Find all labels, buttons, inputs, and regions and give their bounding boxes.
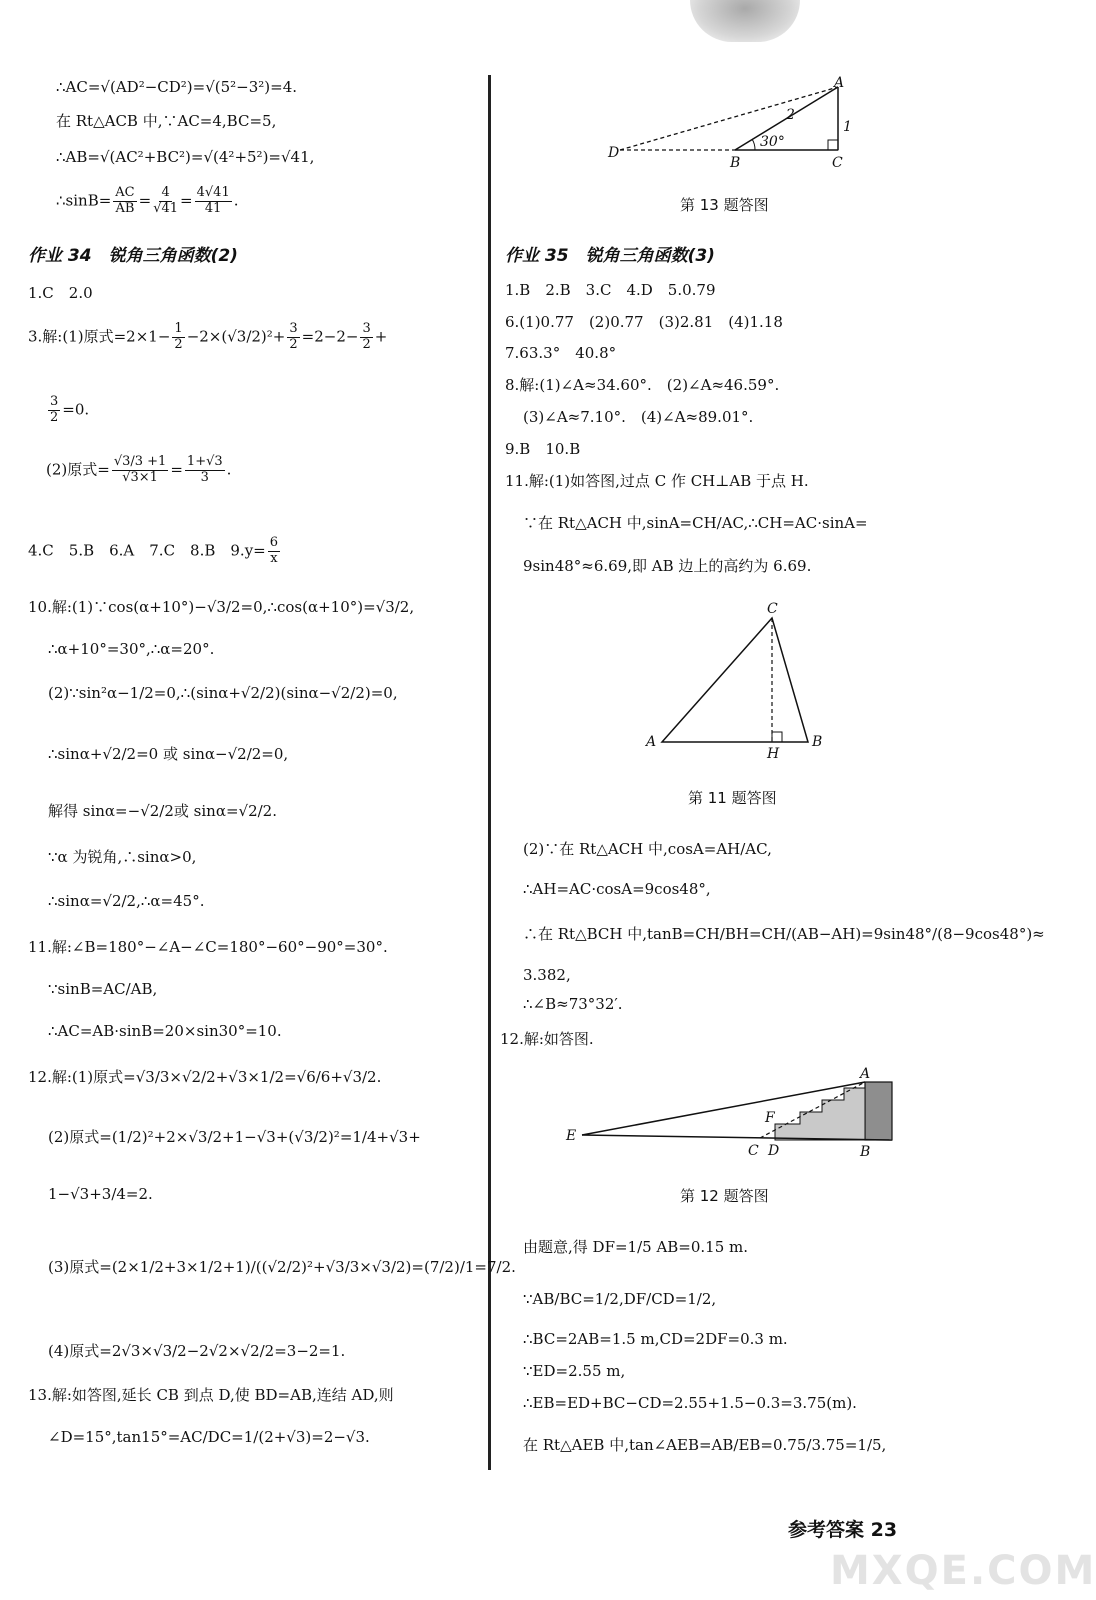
line: (3)原式=(2×1/2+3×1/2+1)/((√2/2)²+√3/3×√3/2)=(7/2)/1=7/2.	[48, 1258, 516, 1276]
fig13-line-DA	[620, 87, 838, 150]
fig12-label-E: E	[566, 1128, 577, 1144]
line: 解得 sinα=−√2/2或 sinα=√2/2.	[48, 802, 277, 820]
line: (2)原式= $\frac{√3/3 +1}{√3\times 1}$ = $\frac{1+√3}{3}$ .	[46, 454, 232, 485]
fig11-label-C: C	[767, 601, 778, 617]
line: 1−√3+3/4=2.	[48, 1185, 153, 1203]
fig13-label-2: 2	[786, 107, 795, 123]
fig11-label-A: A	[646, 734, 657, 750]
line: 11.解:(1)如答图,过点 C 作 CH⊥AB 于点 H.	[505, 472, 809, 490]
line: ∵sinB=AC/AB,	[48, 980, 158, 998]
line: 9sin48°≈6.69,即 AB 边上的高约为 6.69.	[523, 557, 812, 575]
figure-11	[640, 598, 840, 763]
section-heading-34: 作业 34 锐角三角函数(2)	[28, 246, 238, 266]
line: ∵在 Rt△ACH 中,sinA=CH/AC,∴CH=AC·sinA=	[523, 514, 868, 532]
line: ∵α 为锐角,∴sinα>0,	[48, 848, 197, 866]
caption-12: 第 12 题答图	[680, 1187, 769, 1205]
fig13-label-C: C	[832, 155, 843, 171]
header-decoration	[690, 0, 800, 42]
line: 3.382,	[523, 966, 571, 984]
fig13-angle-arc	[752, 139, 755, 150]
figure-12	[560, 1062, 910, 1162]
line: ∴sinB= $\frac{AC}{AB}$ = $\frac{4}{√41}$ = $\frac{4√41}{41}$ .	[56, 185, 239, 216]
fig13-right-angle	[828, 140, 838, 150]
fig13-label-D: D	[608, 145, 620, 161]
footer	[788, 1515, 897, 1542]
line: ∴在 Rt△BCH 中,tanB=CH/BH=CH/(AB−AH)=9sin48°/(8−9cos48°)≈	[523, 925, 1045, 943]
line: ∴sinα=√2/2,∴α=45°.	[48, 892, 205, 910]
fig11-label-H: H	[767, 746, 780, 762]
caption-13: 第 13 题答图	[680, 196, 769, 214]
line: ∴EB=ED+BC−CD=2.55+1.5−0.3=3.75(m).	[523, 1394, 857, 1412]
line: ∴AC=AB·sinB=20×sin30°=10.	[48, 1022, 282, 1040]
watermark: MXQE.COM	[830, 1548, 1096, 1594]
line: 在 Rt△AEB 中,tan∠AEB=AB/EB=0.75/3.75=1/5,	[523, 1436, 887, 1454]
line: (2)∵sin²α−1/2=0,∴(sinα+√2/2)(sinα−√2/2)=0,	[48, 684, 398, 702]
line: ∵ED=2.55 m,	[523, 1362, 626, 1380]
line: ∠D=15°,tan15°=AC/DC=1/(2+√3)=2−√3.	[48, 1428, 370, 1446]
fig13-label-1: 1	[843, 119, 852, 135]
fig13-label-30: 30°	[760, 134, 785, 150]
fig11-label-B: B	[812, 734, 823, 750]
line: 8.解:(1)∠A≈34.60°. (2)∠A≈46.59°.	[505, 376, 780, 394]
line: 12.解:如答图.	[500, 1030, 594, 1048]
line: 9.B 10.B	[505, 440, 581, 458]
fig12-label-D: D	[768, 1143, 780, 1159]
line: ∵AB/BC=1/2,DF/CD=1/2,	[523, 1290, 717, 1308]
line: (2)∵在 Rt△ACH 中,cosA=AH/AC,	[523, 840, 772, 858]
fig13-label-B: B	[730, 155, 741, 171]
fig12-wall	[865, 1082, 892, 1140]
page-number: 23	[870, 1519, 898, 1541]
line: 10.解:(1)∵cos(α+10°)−√3/2=0,∴cos(α+10°)=√3/2,	[28, 598, 415, 616]
line: 在 Rt△ACB 中,∵AC=4,BC=5,	[56, 112, 277, 130]
line: 13.解:如答图,延长 CB 到点 D,使 BD=AB,连结 AD,则	[28, 1386, 394, 1404]
line: (4)原式=2√3×√3/2−2√2×√2/2=3−2=1.	[48, 1342, 346, 1360]
fig12-label-A: A	[860, 1066, 871, 1082]
line: 7.63.3° 40.8°	[505, 344, 617, 362]
line: ∴α+10°=30°,∴α=20°.	[48, 640, 215, 658]
line: ∴AB=√(AC²+BC²)=√(4²+5²)=√41,	[56, 148, 315, 166]
line: ∴sinα+√2/2=0 或 sinα−√2/2=0,	[48, 745, 289, 763]
line: (2)原式=(1/2)²+2×√3/2+1−√3+(√3/2)²=1/4+√3+	[48, 1128, 421, 1146]
line: 6.(1)0.77 (2)0.77 (3)2.81 (4)1.18	[505, 313, 783, 331]
line: ∴∠B≈73°32′.	[523, 995, 623, 1013]
fig11-right-angle	[772, 732, 782, 742]
line: 1.B 2.B 3.C 4.D 5.0.79	[505, 281, 716, 299]
line: 由题意,得 DF=1/5 AB=0.15 m.	[523, 1238, 749, 1256]
line: 12.解:(1)原式=√3/3×√2/2+√3×1/2=√6/6+√3/2.	[28, 1068, 382, 1086]
fig11-triangle	[662, 618, 808, 742]
line: (3)∠A≈7.10°. (4)∠A≈89.01°.	[523, 408, 754, 426]
footer-label: 参考答案	[788, 1519, 865, 1541]
line: 1.C 2.0	[28, 284, 93, 302]
line: ∴AC=√(AD²−CD²)=√(5²−3²)=4.	[56, 78, 298, 96]
section-heading-35: 作业 35 锐角三角函数(3)	[505, 246, 715, 266]
fig12-label-B: B	[860, 1144, 871, 1160]
line: $\frac{3}{2}$ =0.	[50, 394, 90, 425]
figure-13	[600, 75, 860, 180]
line: ∴AH=AC·cosA=9cos48°,	[523, 880, 711, 898]
line: 11.解:∠B=180°−∠A−∠C=180°−60°−90°=30°.	[28, 938, 388, 956]
fig13-label-A: A	[834, 75, 845, 91]
line: 3.解:(1)原式=2×1− $\frac{1}{2}$ −2×(√3/2)²+ $\frac{3}{2}$ =2−2− $\frac{3}{2}$ +	[28, 321, 388, 352]
caption-11: 第 11 题答图	[688, 789, 777, 807]
line: 4.C 5.B 6.A 7.C 8.B 9.y= $\frac{6}{x}$	[28, 535, 279, 566]
fig12-label-C: C	[748, 1143, 759, 1159]
fig12-label-F: F	[765, 1110, 775, 1126]
line: ∴BC=2AB=1.5 m,CD=2DF=0.3 m.	[523, 1330, 788, 1348]
